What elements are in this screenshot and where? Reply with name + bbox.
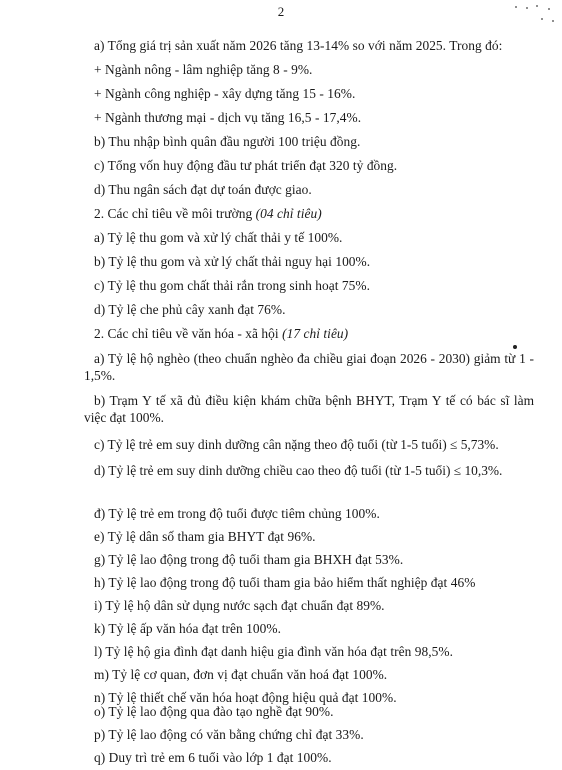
indicator-production-value: a) Tổng giá trị sản xuất năm 2026 tăng 13-14% so với năm 2025. Trong đó: [94,38,503,53]
indicator-agriculture: + Ngành nông - lâm nghiệp tăng 8 - 9%. [94,62,313,77]
scan-speck [515,6,517,8]
social-malnutrition-weight: c) Tỷ lệ trẻ em suy dinh dưỡng cân nặng theo độ tuổi (từ 1-5 tuổi) ≤ 5,73%. [94,437,499,452]
section-environment-label: 2. Các chỉ tiêu về môi trường [94,206,256,221]
section-social-heading [94,326,348,342]
indicator-industry: + Ngành công nghiệp - xây dựng tăng 15 - 16%. [94,86,356,101]
ink-dot [513,345,517,349]
social-health-station: b) Trạm Y tế xã đủ điều kiện khám chữa bệnh BHYT, Trạm Y tế có bác sĩ làm việc đạt 100%. [84,393,534,425]
section-social-count: (17 chỉ tiêu) [282,326,349,341]
scan-speck [526,7,528,9]
section-environment-heading [94,206,322,222]
indicator-trade-services: + Ngành thương mại - dịch vụ tăng 16,5 - 17,4%. [94,110,362,125]
env-green-cover: d) Tỷ lệ che phủ cây xanh đạt 76%. [94,302,286,317]
indicator-investment: c) Tổng vốn huy động đầu tư phát triển đạt 320 tỷ đồng. [94,158,398,173]
social-malnutrition-height: d) Tỷ lệ trẻ em suy dinh dưỡng chiều cao theo độ tuổi (từ 1-5 tuổi) ≤ 10,3%. [94,463,503,478]
section-social-label: 2. Các chỉ tiêu về văn hóa - xã hội [94,326,283,341]
env-solid-waste: c) Tỷ lệ thu gom chất thải rắn trong sinh hoạt 75%. [94,278,371,293]
social-vocational-training: o) Tỷ lệ lao động qua đào tạo nghề đạt 90%. [94,704,334,719]
scan-speck [552,20,554,22]
social-unemployment-insurance: h) Tỷ lệ lao động trong độ tuổi tham gia bảo hiểm thất nghiệp đạt 46% [94,575,476,590]
env-hazardous-waste: b) Tỷ lệ thu gom và xử lý chất thải nguy hại 100%. [94,254,371,269]
page-number: 2 [277,4,285,19]
social-insurance-bhxh: g) Tỷ lệ lao động trong độ tuổi tham gia BHXH đạt 53%. [94,552,404,567]
indicator-budget: d) Thu ngân sách đạt dự toán được giao. [94,182,312,197]
scan-speck [548,8,550,10]
social-certificates: p) Tỷ lệ lao động có văn bằng chứng chỉ đạt 33%. [94,727,364,742]
social-cultural-institutions: n) Tỷ lệ thiết chế văn hóa hoạt động hiệu quả đạt 100%. [94,690,397,705]
scan-speck [536,5,538,7]
section-environment-count: (04 chỉ tiêu) [255,206,322,221]
social-clean-water: i) Tỷ lệ hộ dân sử dụng nước sạch đạt chuẩn đạt 89%. [94,598,385,613]
social-poverty-rate: a) Tỷ lệ hộ nghèo (theo chuẩn nghèo đa chiều giai đoạn 2026 - 2030) giảm từ 1 - 1,5%. [84,351,534,383]
social-vaccination: đ) Tỷ lệ trẻ em trong độ tuổi được tiêm chủng 100%. [94,506,380,521]
social-school-enrollment: q) Duy trì trẻ em 6 tuổi vào lớp 1 đạt 100%. [94,750,332,765]
social-cultural-hamlet: k) Tỷ lệ ấp văn hóa đạt trên 100%. [94,621,282,636]
scan-speck [541,18,543,20]
social-health-insurance: e) Tỷ lệ dân số tham gia BHYT đạt 96%. [94,529,316,544]
env-medical-waste: a) Tỷ lệ thu gom và xử lý chất thải y tế 100%. [94,230,343,245]
indicator-income: b) Thu nhập bình quân đầu người 100 triệu đồng. [94,134,361,149]
social-cultural-agency: m) Tỷ lệ cơ quan, đơn vị đạt chuẩn văn hoá đạt 100%. [94,667,388,682]
social-cultural-family: l) Tỷ lệ hộ gia đình đạt danh hiệu gia đình văn hóa đạt trên 98,5%. [94,644,453,659]
